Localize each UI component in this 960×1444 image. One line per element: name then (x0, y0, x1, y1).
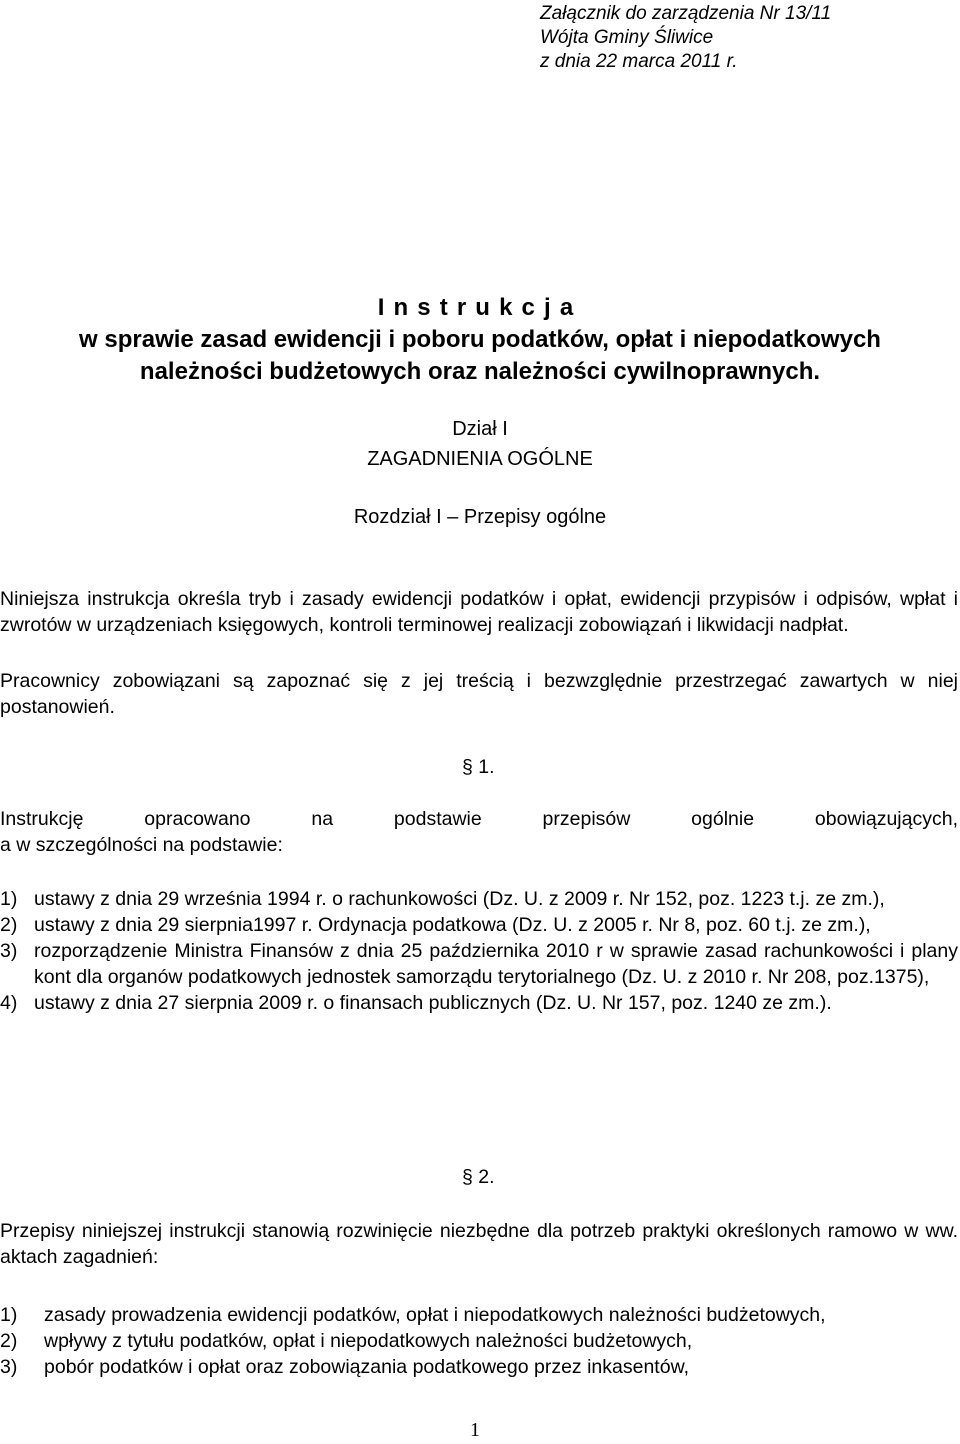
section-mark-1: § 1. (462, 756, 495, 778)
legal-basis-list (0, 886, 958, 1016)
intro-paragraph-1: Niniejsza instrukcja określa tryb i zasady ewidencji podatków i opłat, ewidencji przypisów i odpisów, wpłat i zwrotów w urządzeniach księgowych, kontroli terminowej realizacji zobowiązań i likwidacji nadpłat. (0, 588, 958, 636)
section1-intro-line-1: Instrukcję opracowano na podstawie przepisów ogólnie obowiązujących, (0, 808, 958, 830)
list-item-text: ustawy z dnia 29 września 1994 r. o rachunkowości (Dz. U. z 2009 r. Nr 152, poz. 1223 t.j. ze zm.), (34, 888, 885, 910)
chapter-heading: Rozdział I – Przepisy ogólne (353, 506, 607, 528)
division-heading (0, 414, 960, 474)
list-item (0, 1354, 958, 1380)
annex-line-1: Załącznik do zarządzenia Nr 13/11 (540, 3, 832, 24)
annex-line-3: z dnia 22 marca 2011 r. (540, 51, 738, 72)
list-item-number: 1) (0, 888, 18, 910)
list-item (0, 990, 958, 1016)
list-item-text: ustawy z dnia 29 sierpnia1997 r. Ordynacja podatkowa (Dz. U. z 2005 r. Nr 8, poz. 60 t.j. ze zm.), (34, 914, 871, 936)
title-subtitle-1: w sprawie zasad ewidencji i poboru podatków, opłat i niepodatkowych (79, 326, 881, 353)
page-number: 1 (470, 1419, 480, 1441)
topics-list (0, 1302, 958, 1380)
intro-paragraph-2: Pracownicy zobowiązani są zapoznać się z jej treścią i bezwzględnie przestrzegać zawartych w niej postanowień. (0, 670, 958, 718)
list-item-number: 2) (0, 1330, 18, 1352)
list-item-text: wpływy z tytułu podatków, opłat i niepodatkowych należności budżetowych, (44, 1330, 693, 1352)
list-item-number: 2) (0, 914, 18, 936)
section-mark-2: § 2. (462, 1166, 495, 1188)
list-item-number: 4) (0, 992, 18, 1014)
list-item-text: pobór podatków i opłat oraz zobowiązania podatkowego przez inkasentów, (44, 1356, 689, 1378)
title-subtitle-2: należności budżetowych oraz należności cywilnoprawnych. (139, 358, 821, 385)
division-label: Dział I (452, 418, 508, 440)
division-name: ZAGADNIENIA OGÓLNE (367, 448, 593, 470)
list-item-text: rozporządzenie Ministra Finansów z dnia 25 października 2010 r w sprawie zasad rachunkowości i plany kont dla organów podatkowych jednostek samorządu terytorialnego (Dz. U. z 2010 r. Nr 208, poz.1375), (34, 940, 958, 988)
section1-intro-line-2: a w szczególności na podstawie: (0, 834, 283, 856)
list-item (0, 886, 958, 912)
title-heading: Instrukcja (377, 294, 583, 321)
list-item-number: 1) (0, 1304, 18, 1326)
section2-intro: Przepisy niniejszej instrukcji stanowią rozwinięcie niezbędne dla potrzeb praktyki określonych ramowo w ww. aktach zagadnień: (0, 1220, 958, 1268)
list-item-number: 3) (0, 940, 18, 962)
list-item (0, 912, 958, 938)
section1-intro (0, 806, 958, 858)
list-item-number: 3) (0, 1356, 18, 1378)
annex-line-2: Wójta Gminy Śliwice (540, 27, 714, 48)
annex-header (540, 2, 831, 74)
list-item-text: zasady prowadzenia ewidencji podatków, opłat i niepodatkowych należności budżetowych, (44, 1304, 826, 1326)
document-title (0, 292, 960, 388)
list-item (0, 1302, 958, 1328)
list-item (0, 938, 958, 990)
list-item (0, 1328, 958, 1354)
list-item-text: ustawy z dnia 27 sierpnia 2009 r. o finansach publicznych (Dz. U. Nr 157, poz. 1240 ze zm.). (34, 992, 832, 1014)
